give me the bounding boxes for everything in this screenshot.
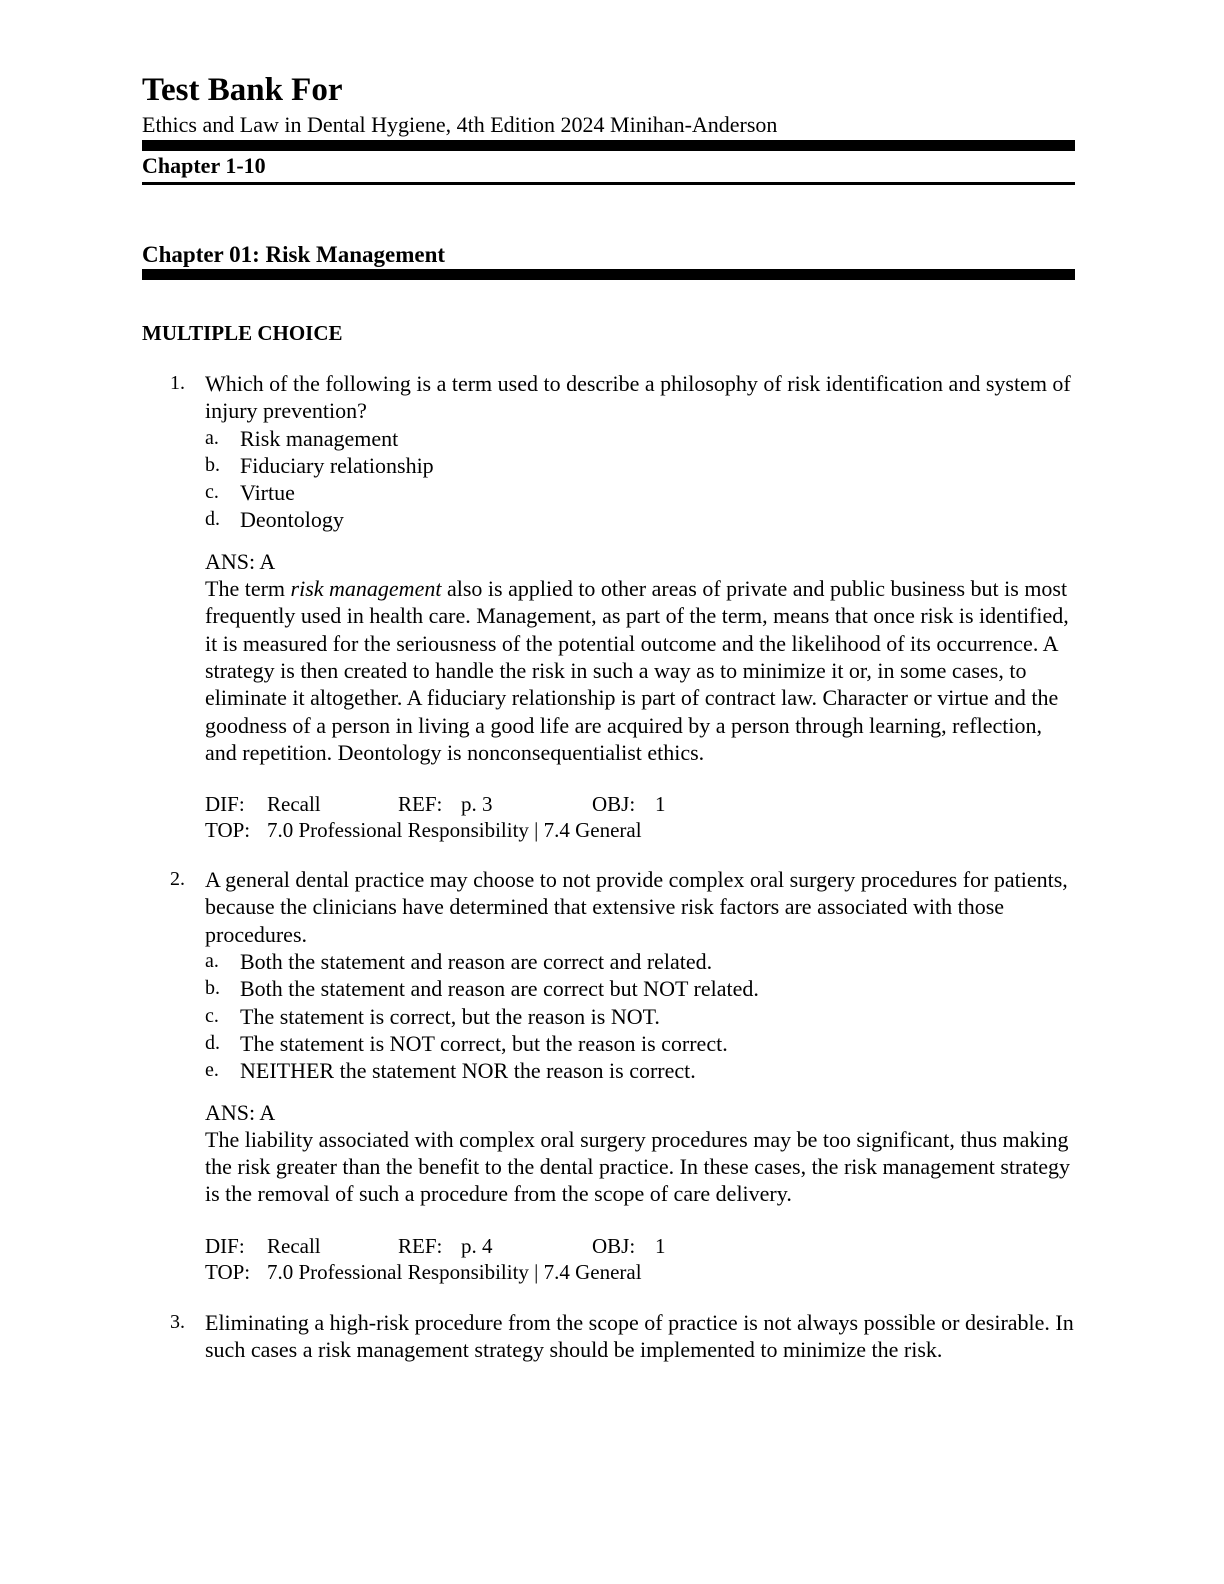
header-divider bbox=[142, 140, 1075, 151]
option-letter: d. bbox=[205, 1031, 220, 1054]
metadata-row bbox=[205, 791, 1075, 817]
option-a bbox=[205, 425, 1075, 452]
option-letter: d. bbox=[205, 508, 220, 531]
question-number: 3. bbox=[170, 1310, 185, 1333]
option-letter: a. bbox=[205, 426, 219, 449]
question-metadata bbox=[205, 1233, 1075, 1285]
chapter-range-divider bbox=[142, 182, 1075, 185]
top-label: TOP: bbox=[205, 818, 251, 843]
option-letter: c. bbox=[205, 1004, 219, 1027]
option-text: Virtue bbox=[240, 480, 295, 506]
topic-row bbox=[205, 817, 1075, 843]
option-text: The statement is correct, but the reason is NOT. bbox=[240, 1003, 660, 1029]
document-page bbox=[142, 70, 1075, 1363]
top-value: 7.0 Professional Responsibility | 7.4 General bbox=[267, 1259, 642, 1284]
ref-value: p. 3 bbox=[461, 792, 493, 817]
option-letter: e. bbox=[205, 1059, 219, 1082]
option-d bbox=[205, 506, 1075, 533]
question-stem: Eliminating a high-risk procedure from the scope of practice is not always possible or desirable. In such cases a risk management strategy should be implemented to minimize the risk. bbox=[205, 1309, 1074, 1363]
answer-key: ANS: A bbox=[205, 1099, 276, 1125]
option-text: Risk management bbox=[240, 425, 399, 451]
option-e bbox=[205, 1057, 1075, 1084]
obj-label: OBJ: bbox=[592, 1233, 636, 1258]
answer-block bbox=[205, 1099, 1075, 1208]
option-b bbox=[205, 975, 1075, 1002]
topic-row bbox=[205, 1259, 1075, 1285]
question-number: 2. bbox=[170, 868, 185, 891]
chapter-heading-divider bbox=[142, 269, 1075, 280]
obj-label: OBJ: bbox=[592, 792, 636, 817]
option-text: NEITHER the statement NOR the reason is correct. bbox=[240, 1058, 696, 1084]
metadata-row bbox=[205, 1233, 1075, 1259]
option-c bbox=[205, 1003, 1075, 1030]
option-list bbox=[205, 425, 1075, 534]
top-value: 7.0 Professional Responsibility | 7.4 General bbox=[267, 818, 642, 843]
option-letter: c. bbox=[205, 481, 219, 504]
book-subtitle: Ethics and Law in Dental Hygiene, 4th Edition 2024 Minihan-Anderson bbox=[142, 112, 778, 137]
ref-label: REF: bbox=[398, 1233, 443, 1258]
option-text: Both the statement and reason are correct but NOT related. bbox=[240, 976, 759, 1002]
question-1 bbox=[170, 370, 1075, 843]
section-heading: MULTIPLE CHOICE bbox=[142, 321, 343, 345]
document-title: Test Bank For bbox=[142, 72, 343, 108]
dif-label: DIF: bbox=[205, 1233, 245, 1258]
question-metadata bbox=[205, 791, 1075, 843]
answer-explanation bbox=[205, 575, 1075, 766]
option-text: Both the statement and reason are correct and related. bbox=[240, 949, 713, 975]
question-stem: Which of the following is a term used to describe a philosophy of risk identification and system of injury prevention? bbox=[205, 371, 1071, 424]
dif-value: Recall bbox=[267, 792, 321, 817]
top-label: TOP: bbox=[205, 1259, 251, 1284]
ref-value: p. 4 bbox=[461, 1233, 493, 1258]
explanation-lead: The term bbox=[205, 576, 291, 602]
chapter-heading: Chapter 01: Risk Management bbox=[142, 242, 446, 267]
answer-explanation: The liability associated with complex oral surgery procedures may be too significant, thus making the risk greater than the benefit to the dental practice. In these cases, the risk management strategy is the removal of such a procedure from the scope of care delivery. bbox=[205, 1126, 1070, 1207]
option-letter: a. bbox=[205, 950, 219, 973]
chapter-range: Chapter 1-10 bbox=[142, 153, 266, 178]
dif-label: DIF: bbox=[205, 792, 245, 817]
question-3 bbox=[170, 1309, 1075, 1364]
option-list bbox=[205, 948, 1075, 1084]
answer-block bbox=[205, 548, 1075, 766]
option-a bbox=[205, 948, 1075, 975]
option-letter: b. bbox=[205, 453, 220, 476]
question-stem: A general dental practice may choose to not provide complex oral surgery procedures for patients, because the clinicians have determined that extensive risk factors are associated with those procedures. bbox=[205, 867, 1068, 947]
option-text: Fiduciary relationship bbox=[240, 452, 434, 478]
ref-label: REF: bbox=[398, 792, 443, 817]
explanation-emphasis: risk management bbox=[290, 576, 442, 602]
option-b bbox=[205, 452, 1075, 479]
dif-value: Recall bbox=[267, 1233, 321, 1258]
option-text: The statement is NOT correct, but the reason is correct. bbox=[240, 1030, 728, 1056]
answer-key: ANS: A bbox=[205, 548, 276, 574]
explanation-body: also is applied to other areas of private and public business but is most frequently used in health care. Management, as part of the term, means that once risk is identified, it is measured for the seriousness of the potential outcome and the likelihood of its occurrence. A strategy is then created to handle the risk in such a way as to minimize it or, in some cases, to eliminate it altogether. A fiduciary relationship is part of contract law. Character or virtue and the goodness of a person in living a good life are acquired by a person through learning, reflection, and repetition. Deontology is nonconsequentialist ethics. bbox=[205, 576, 1069, 765]
option-letter: b. bbox=[205, 977, 220, 1000]
question-2 bbox=[170, 866, 1075, 1285]
option-text: Deontology bbox=[240, 507, 344, 533]
obj-value: 1 bbox=[655, 792, 666, 817]
option-c bbox=[205, 479, 1075, 506]
question-number: 1. bbox=[170, 372, 185, 394]
obj-value: 1 bbox=[655, 1233, 666, 1258]
option-d bbox=[205, 1030, 1075, 1057]
